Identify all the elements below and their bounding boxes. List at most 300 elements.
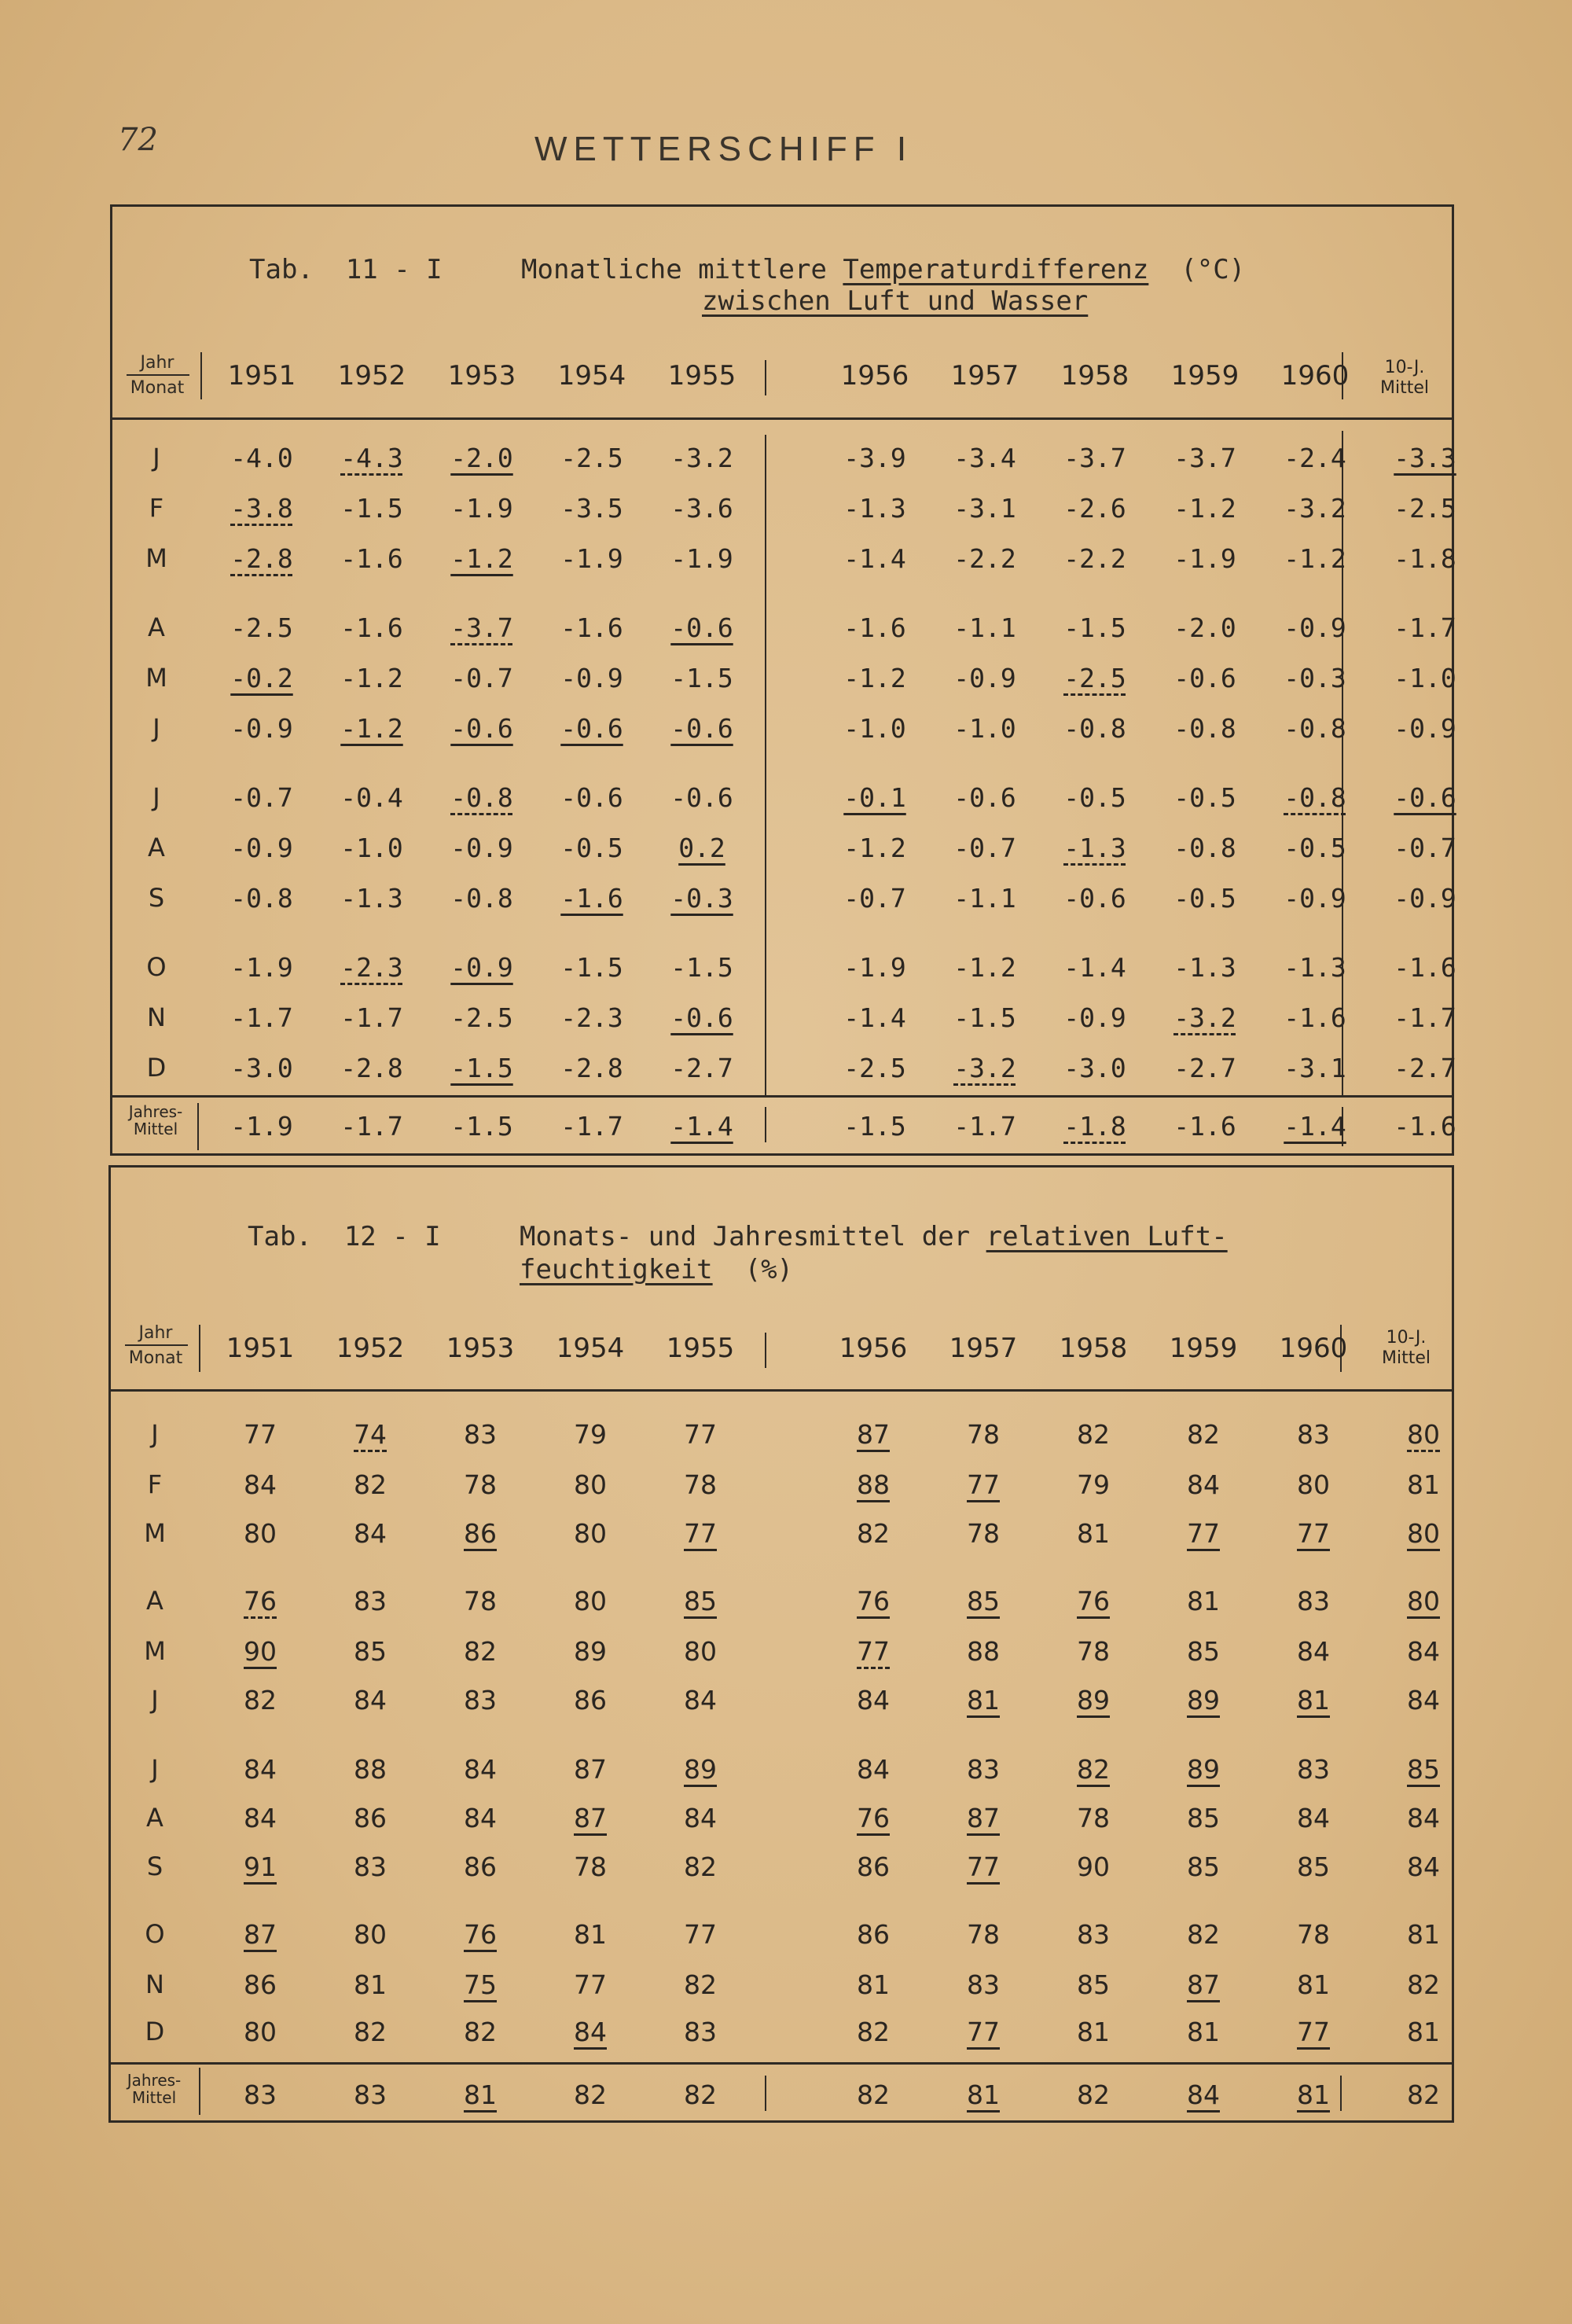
data-cell: -0.6	[670, 1002, 733, 1033]
data-cell: 74	[354, 1419, 387, 1450]
data-cell: -2.2	[953, 543, 1016, 574]
data-cell: 80	[244, 2017, 277, 2047]
data-cell: 77	[684, 1518, 717, 1549]
data-cell: -1.6	[843, 612, 906, 643]
annual-mean-cell: 82	[684, 2079, 717, 2110]
data-cell: 77	[967, 1469, 1000, 1500]
month-label: J	[152, 782, 160, 812]
year-1960: 1960	[1279, 1333, 1348, 1364]
data-cell: -0.9	[230, 833, 293, 863]
data-cell: -0.6	[670, 612, 733, 643]
data-cell: -0.9	[560, 663, 623, 693]
data-cell: 87	[244, 1919, 277, 1950]
month-label: F	[149, 493, 164, 523]
month-label: S	[148, 883, 165, 913]
annual-mean-cell: 84	[1187, 2079, 1220, 2110]
data-cell: -1.6	[1284, 1002, 1346, 1033]
mean-cell: -1.0	[1394, 663, 1456, 693]
data-cell: -0.5	[1284, 833, 1346, 863]
data-cell: 77	[244, 1419, 277, 1450]
data-cell: 81	[1077, 2017, 1110, 2047]
data-cell: 77	[1297, 2017, 1330, 2047]
data-cell: 82	[354, 1469, 387, 1500]
table-12-title-line2: feuchtigkeit (%)	[520, 1254, 794, 1285]
data-cell: 84	[1297, 1636, 1330, 1667]
data-cell: -3.1	[953, 493, 1016, 524]
data-cell: 77	[857, 1636, 890, 1667]
data-cell: 85	[1187, 1851, 1220, 1882]
month-label: M	[145, 543, 167, 573]
mean-cell: -1.8	[1394, 543, 1456, 574]
month-label: J	[152, 713, 160, 743]
data-cell: 75	[464, 1969, 497, 2000]
data-cell: 85	[354, 1636, 387, 1667]
page-number: 72	[118, 122, 158, 158]
data-cell: -2.5	[450, 1002, 513, 1033]
mean-header: 10-J. Mittel	[1380, 358, 1429, 398]
data-cell: 84	[354, 1518, 387, 1549]
data-cell: -1.9	[843, 952, 906, 983]
data-cell: -1.4	[843, 1002, 906, 1033]
data-cell: 82	[1077, 1754, 1110, 1785]
data-cell: 77	[684, 1419, 717, 1450]
month-label: M	[144, 1518, 166, 1548]
header-rule	[112, 417, 1452, 420]
annual-mean-cell: 82	[574, 2079, 607, 2110]
data-cell: -0.6	[1173, 663, 1236, 693]
data-cell: -1.5	[670, 663, 733, 693]
data-cell: -3.0	[230, 1053, 293, 1083]
data-cell: -3.6	[670, 493, 733, 524]
data-cell: 87	[1187, 1969, 1220, 2000]
mean-cell: -1.6	[1394, 952, 1456, 983]
data-cell: 84	[354, 1685, 387, 1715]
data-cell: 0.2	[678, 833, 725, 863]
mean-cell: 80	[1407, 1419, 1440, 1450]
data-cell: 86	[857, 1851, 890, 1882]
divider	[199, 1325, 200, 1372]
data-cell: -1.1	[953, 612, 1016, 643]
mean-cell: -2.7	[1394, 1053, 1456, 1083]
mean-cell: 84	[1407, 1636, 1440, 1667]
data-cell: 90	[1077, 1851, 1110, 1882]
data-cell: -1.6	[560, 612, 623, 643]
month-label: J	[151, 1419, 159, 1449]
month-label: O	[145, 1919, 165, 1949]
data-cell: 76	[857, 1803, 890, 1833]
data-cell: 88	[967, 1636, 1000, 1667]
data-cell: 81	[967, 1685, 1000, 1715]
data-cell: -2.6	[1063, 493, 1126, 524]
data-cell: 81	[1187, 1586, 1220, 1616]
data-cell: -3.2	[1284, 493, 1346, 524]
month-label: D	[146, 1053, 167, 1083]
data-cell: 84	[464, 1754, 497, 1785]
data-cell: -0.3	[1284, 663, 1346, 693]
data-cell: 86	[354, 1803, 387, 1833]
data-cell: 81	[1077, 1518, 1110, 1549]
data-cell: 78	[967, 1419, 1000, 1450]
data-cell: 83	[967, 1969, 1000, 2000]
data-cell: 77	[574, 1969, 607, 2000]
table-11-temperature-difference	[110, 204, 1454, 1156]
mean-cell: -1.7	[1394, 612, 1456, 643]
data-cell: 91	[244, 1851, 277, 1882]
data-cell: -3.0	[1063, 1053, 1126, 1083]
annual-mean-cell: 82	[857, 2079, 890, 2110]
mean-cell: -0.9	[1394, 713, 1456, 744]
data-cell: -2.3	[340, 952, 403, 983]
data-cell: 80	[574, 1469, 607, 1500]
data-cell: -1.7	[230, 1002, 293, 1033]
data-cell: -0.9	[450, 952, 513, 983]
data-cell: 81	[574, 1919, 607, 1950]
data-cell: -0.6	[1063, 883, 1126, 914]
data-cell: -3.1	[1284, 1053, 1346, 1083]
data-cell: 82	[1077, 1419, 1110, 1450]
corner-rule	[125, 1344, 188, 1346]
year-1953: 1953	[446, 1333, 515, 1364]
data-cell: -3.5	[560, 493, 623, 524]
data-cell: 81	[354, 1969, 387, 2000]
data-cell: -0.8	[450, 883, 513, 914]
mean-cell: -1.7	[1394, 1002, 1456, 1033]
data-cell: -0.9	[450, 833, 513, 863]
data-cell: 78	[574, 1851, 607, 1882]
data-cell: -0.8	[1173, 833, 1236, 863]
data-cell: 83	[1297, 1754, 1330, 1785]
year-1955: 1955	[666, 1333, 735, 1364]
data-cell: 85	[1187, 1803, 1220, 1833]
data-cell: -1.7	[340, 1002, 403, 1033]
data-cell: -0.5	[1173, 782, 1236, 813]
data-cell: -3.8	[230, 493, 293, 524]
data-cell: 79	[574, 1419, 607, 1450]
table-11-title: Monatliche mittlere Temperaturdifferenz (°C)	[521, 254, 1246, 285]
data-cell: -0.8	[1063, 713, 1126, 744]
data-cell: -1.3	[1063, 833, 1126, 863]
data-cell: -1.3	[843, 493, 906, 524]
month-label: A	[146, 1803, 163, 1833]
table-11-title-line2: zwischen Luft und Wasser	[702, 285, 1089, 317]
data-cell: 85	[1187, 1636, 1220, 1667]
month-label: F	[147, 1469, 163, 1499]
data-cell: 78	[1297, 1919, 1330, 1950]
data-cell: -0.9	[230, 713, 293, 744]
data-cell: 79	[1077, 1469, 1110, 1500]
data-cell: -3.9	[843, 443, 906, 473]
data-cell: 76	[1077, 1586, 1110, 1616]
data-cell: 84	[464, 1803, 497, 1833]
data-cell: -1.3	[1284, 952, 1346, 983]
table-12-title: Monats- und Jahresmittel der relativen Luft-	[520, 1221, 1228, 1252]
annual-mean-cell: -1.6	[1173, 1111, 1236, 1142]
divider	[200, 352, 202, 399]
month-label: S	[146, 1851, 163, 1881]
data-cell: -1.9	[560, 543, 623, 574]
data-cell: -0.6	[670, 713, 733, 744]
data-cell: 88	[354, 1754, 387, 1785]
data-cell: 81	[857, 1969, 890, 2000]
page-title: WETTERSCHIFF I	[534, 130, 913, 168]
data-cell: -1.2	[1173, 493, 1236, 524]
year-1955: 1955	[667, 360, 736, 392]
month-label: N	[147, 1002, 166, 1032]
data-cell: -1.2	[340, 713, 403, 744]
data-cell: -3.2	[953, 1053, 1016, 1083]
data-cell: 78	[464, 1586, 497, 1616]
data-cell: -1.2	[340, 663, 403, 693]
data-cell: 84	[684, 1685, 717, 1715]
year-1957: 1957	[949, 1333, 1018, 1364]
data-cell: 80	[574, 1518, 607, 1549]
table-12-relative-humidity	[108, 1165, 1454, 2123]
data-cell: -2.7	[1173, 1053, 1236, 1083]
data-cell: -0.9	[1063, 1002, 1126, 1033]
data-cell: -1.4	[1063, 952, 1126, 983]
data-cell: -1.5	[953, 1002, 1016, 1033]
data-cell: 83	[464, 1685, 497, 1715]
data-cell: 84	[1187, 1469, 1220, 1500]
data-cell: -1.9	[1173, 543, 1236, 574]
data-cell: 87	[574, 1803, 607, 1833]
data-cell: -0.9	[1284, 612, 1346, 643]
data-cell: 84	[684, 1803, 717, 1833]
annual-mean-label: Jahres- Mittel	[128, 1102, 183, 1138]
mean-cell: -3.3	[1394, 443, 1456, 473]
data-cell: 78	[1077, 1803, 1110, 1833]
annual-mean-cell: -1.7	[340, 1111, 403, 1142]
data-cell: -2.8	[230, 543, 293, 574]
data-cell: 78	[967, 1919, 1000, 1950]
data-cell: -1.9	[450, 493, 513, 524]
table-11-label: Tab. 11 - I	[249, 254, 443, 285]
year-1952: 1952	[337, 360, 406, 392]
data-cell: 89	[1187, 1685, 1220, 1715]
data-cell: -0.6	[450, 713, 513, 744]
data-cell: -2.2	[1063, 543, 1126, 574]
data-cell: 77	[967, 2017, 1000, 2047]
data-cell: 83	[967, 1754, 1000, 1785]
data-cell: -0.5	[1063, 782, 1126, 813]
year-1951: 1951	[227, 360, 296, 392]
data-cell: 83	[354, 1851, 387, 1882]
data-cell: -0.7	[953, 833, 1016, 863]
mean-cell: 81	[1407, 1919, 1440, 1950]
data-cell: 84	[244, 1469, 277, 1500]
mean-cell: 84	[1407, 1685, 1440, 1715]
data-cell: 84	[244, 1803, 277, 1833]
data-cell: -2.5	[843, 1053, 906, 1083]
annual-mean-cell: -1.5	[450, 1111, 513, 1142]
month-label: A	[148, 612, 165, 642]
data-cell: -1.9	[230, 952, 293, 983]
year-1959: 1959	[1169, 1333, 1238, 1364]
data-cell: 82	[1187, 1919, 1220, 1950]
data-cell: -0.2	[230, 663, 293, 693]
data-cell: -1.0	[340, 833, 403, 863]
mean-cell: 80	[1407, 1518, 1440, 1549]
divider	[765, 2076, 766, 2111]
corner-jahr: Jahr	[140, 353, 174, 373]
data-cell: 83	[684, 2017, 717, 2047]
year-1956: 1956	[840, 360, 909, 392]
data-cell: -1.1	[953, 883, 1016, 914]
year-1956: 1956	[839, 1333, 908, 1364]
month-label: A	[146, 1586, 163, 1616]
data-cell: -3.7	[450, 612, 513, 643]
data-cell: -1.3	[1173, 952, 1236, 983]
data-cell: -1.3	[340, 883, 403, 914]
annual-mean-cell: -1.9	[230, 1111, 293, 1142]
data-cell: -2.3	[560, 1002, 623, 1033]
data-cell: -4.3	[340, 443, 403, 473]
data-cell: 83	[1297, 1419, 1330, 1450]
data-cell: 84	[857, 1754, 890, 1785]
data-cell: 86	[574, 1685, 607, 1715]
data-cell: 80	[354, 1919, 387, 1950]
annual-mean-cell: 82	[1077, 2079, 1110, 2110]
data-cell: -0.1	[843, 782, 906, 813]
data-cell: -2.0	[1173, 612, 1236, 643]
data-cell: -0.9	[1284, 883, 1346, 914]
data-cell: 87	[857, 1419, 890, 1450]
data-cell: -2.8	[340, 1053, 403, 1083]
data-cell: 84	[1297, 1803, 1330, 1833]
month-label: J	[152, 443, 160, 473]
year-1953: 1953	[447, 360, 516, 392]
data-cell: 82	[684, 1969, 717, 2000]
data-cell: -0.7	[450, 663, 513, 693]
table-12-label: Tab. 12 - I	[248, 1221, 441, 1252]
annual-mean-cell: 81	[464, 2079, 497, 2110]
data-cell: -1.5	[1063, 612, 1126, 643]
data-cell: 82	[857, 2017, 890, 2047]
data-cell: 77	[967, 1851, 1000, 1882]
annual-mean-cell: -1.4	[1284, 1111, 1346, 1142]
data-cell: 78	[684, 1469, 717, 1500]
mean-cell: -2.5	[1394, 493, 1456, 524]
data-cell: 80	[684, 1636, 717, 1667]
data-cell: -0.8	[1284, 713, 1346, 744]
data-cell: 78	[967, 1518, 1000, 1549]
data-cell: -2.0	[450, 443, 513, 473]
data-cell: 82	[684, 1851, 717, 1882]
data-cell: -2.4	[1284, 443, 1346, 473]
mean-cell: 84	[1407, 1851, 1440, 1882]
divider	[1342, 431, 1343, 1095]
annual-mean-cell: -1.6	[1394, 1111, 1456, 1142]
month-label: D	[145, 2017, 165, 2046]
data-cell: 85	[1077, 1969, 1110, 2000]
year-1954: 1954	[557, 360, 626, 392]
year-1957: 1957	[950, 360, 1019, 392]
year-1951: 1951	[226, 1333, 295, 1364]
data-cell: 76	[244, 1586, 277, 1616]
year-1958: 1958	[1059, 1333, 1128, 1364]
data-cell: -0.3	[670, 883, 733, 914]
data-cell: -2.7	[670, 1053, 733, 1083]
data-cell: 81	[1297, 1969, 1330, 2000]
data-cell: 82	[464, 1636, 497, 1667]
mean-cell: 81	[1407, 2017, 1440, 2047]
data-cell: 76	[464, 1919, 497, 1950]
data-cell: 87	[967, 1803, 1000, 1833]
data-cell: -1.5	[670, 952, 733, 983]
annual-mean-label: Jahres- Mittel	[127, 2071, 182, 2107]
corner-rule	[127, 374, 189, 376]
annual-mean-cell: -1.7	[953, 1111, 1016, 1142]
data-cell: -1.2	[843, 663, 906, 693]
data-cell: -0.5	[560, 833, 623, 863]
data-cell: -0.8	[1173, 713, 1236, 744]
annual-mean-cell: 81	[1297, 2079, 1330, 2110]
data-cell: -1.5	[340, 493, 403, 524]
data-cell: 87	[574, 1754, 607, 1785]
divider	[197, 1103, 199, 1150]
data-cell: 80	[244, 1518, 277, 1549]
data-cell: 77	[684, 1919, 717, 1950]
data-cell: -1.5	[450, 1053, 513, 1083]
data-cell: 81	[1297, 1685, 1330, 1715]
data-cell: -0.6	[953, 782, 1016, 813]
data-cell: 82	[857, 1518, 890, 1549]
data-cell: 86	[244, 1969, 277, 2000]
divider	[199, 2068, 200, 2115]
data-cell: -2.5	[230, 612, 293, 643]
data-cell: -0.9	[953, 663, 1016, 693]
annual-mean-cell: 83	[244, 2079, 277, 2110]
data-cell: -3.7	[1173, 443, 1236, 473]
data-cell: -0.7	[230, 782, 293, 813]
month-label: J	[151, 1754, 159, 1784]
data-cell: -1.0	[843, 713, 906, 744]
divider	[765, 1107, 766, 1142]
data-cell: 81	[1187, 2017, 1220, 2047]
data-cell: 77	[1297, 1518, 1330, 1549]
data-cell: -3.4	[953, 443, 1016, 473]
annual-mean-cell: -1.7	[560, 1111, 623, 1142]
year-1960: 1960	[1280, 360, 1350, 392]
data-cell: 76	[857, 1586, 890, 1616]
data-cell: -1.2	[450, 543, 513, 574]
data-cell: 89	[1077, 1685, 1110, 1715]
data-cell: -1.4	[843, 543, 906, 574]
divider	[765, 360, 766, 395]
data-cell: 86	[464, 1518, 497, 1549]
data-cell: -3.2	[670, 443, 733, 473]
data-cell: -1.5	[560, 952, 623, 983]
data-cell: 89	[574, 1636, 607, 1667]
mean-header: 10-J. Mittel	[1382, 1328, 1431, 1368]
annual-mean-cell: -1.5	[843, 1111, 906, 1142]
data-cell: -1.2	[1284, 543, 1346, 574]
data-cell: -2.8	[560, 1053, 623, 1083]
data-cell: 83	[1077, 1919, 1110, 1950]
data-cell: 86	[857, 1919, 890, 1950]
year-1958: 1958	[1060, 360, 1129, 392]
data-cell: -0.6	[560, 713, 623, 744]
header-rule	[111, 1389, 1452, 1392]
annual-mean-cell: 81	[967, 2079, 1000, 2110]
divider	[765, 435, 766, 1095]
data-cell: -3.7	[1063, 443, 1126, 473]
data-cell: 82	[1187, 1419, 1220, 1450]
data-cell: 77	[1187, 1518, 1220, 1549]
data-cell: -0.6	[670, 782, 733, 813]
corner-monat: Monat	[128, 1348, 183, 1368]
data-cell: -1.6	[340, 612, 403, 643]
